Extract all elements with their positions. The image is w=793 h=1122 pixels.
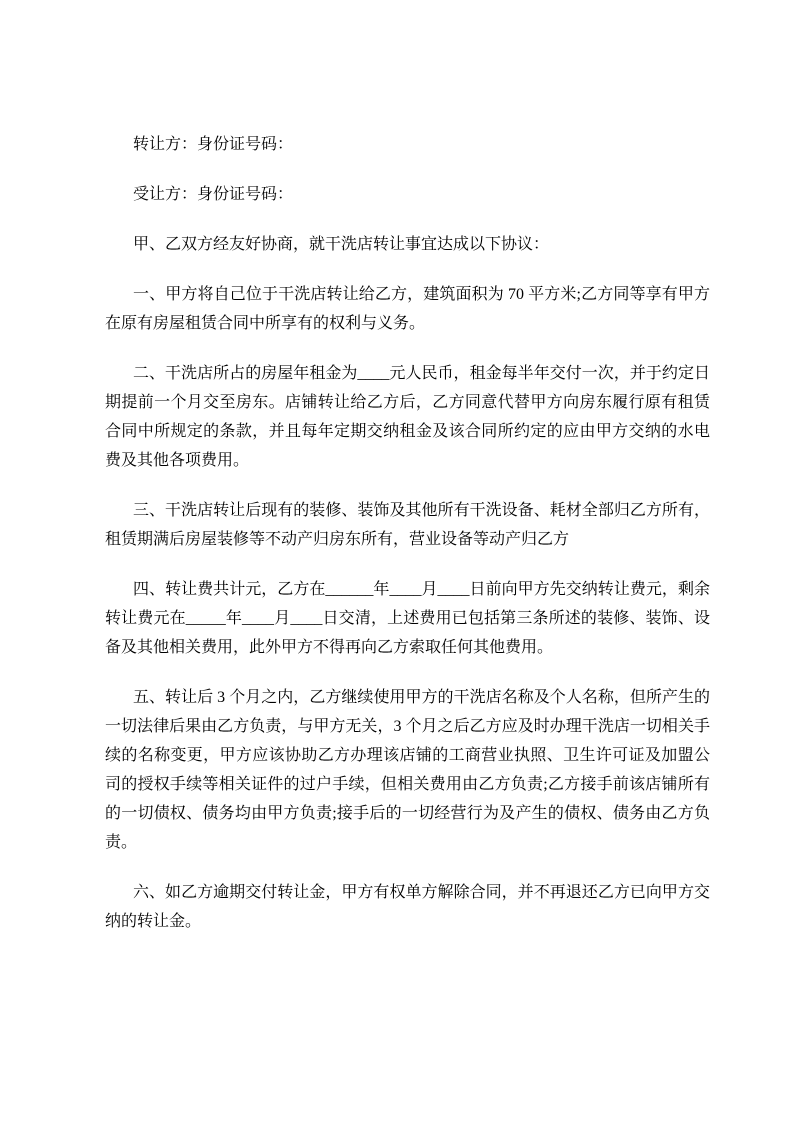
paragraph-clause-3: 三、干洗店转让后现有的装修、装饰及其他所有干洗设备、耗材全部归乙方所有，租赁期满后房屋装修等不动产归房东所有，营业设备等动产归乙方 (105, 502, 710, 548)
paragraph-clause-1: 一、甲方将自己位于干洗店转让给乙方，建筑面积为 70 平方米;乙方同等享有甲方在原有房屋租赁合同中所享有的权利与义务。 (105, 286, 710, 332)
paragraph-transferee-id: 受让方：身份证号码： (133, 186, 294, 203)
paragraph-clause-2: 二、干洗店所占的房屋年租金为____元人民币，租金每半年交付一次，并于约定日期提前一个月交至房东。店铺转让给乙方后，乙方同意代替甲方向房东履行原有租赁合同中所规定的条款，并且每年定期交纳租金及该合同所约定的应由甲方交纳的水电费及其他各项费用。 (105, 365, 710, 469)
paragraph-clause-6: 六、如乙方逾期交付转让金，甲方有权单方解除合同，并不再退还乙方已向甲方交纳的转让金。 (105, 884, 710, 930)
paragraph-clause-5: 五、转让后 3 个月之内，乙方继续使用甲方的干洗店名称及个人名称，但所产生的一切法律后果由乙方负责，与甲方无关，3 个月之后乙方应及时办理干洗店一切相关手续的名称变更，甲方应该协助乙方办理该店铺的工商营业执照、卫生许可证及加盟公司的授权手续等相关证件的过户手续，但相关费用由乙方负责;乙方接手前该店铺所有的一切债权、债务均由甲方负责;接手后的一切经营行为及产生的债权、债务由乙方负责。 (105, 689, 710, 851)
paragraph-clause-4: 四、转让费共计元，乙方在______年____月____日前向甲方先交纳转让费元，剩余转让费元在_____年____月____日交清，上述费用已包括第三条所述的装修、装饰、设备及其他相关费用，此外甲方不得再向乙方索取任何其他费用。 (105, 581, 710, 656)
paragraph-preamble: 甲、乙双方经友好协商，就干洗店转让事宜达成以下协议： (133, 236, 550, 253)
paragraph-transferor-id: 转让方：身份证号码： (133, 136, 294, 153)
